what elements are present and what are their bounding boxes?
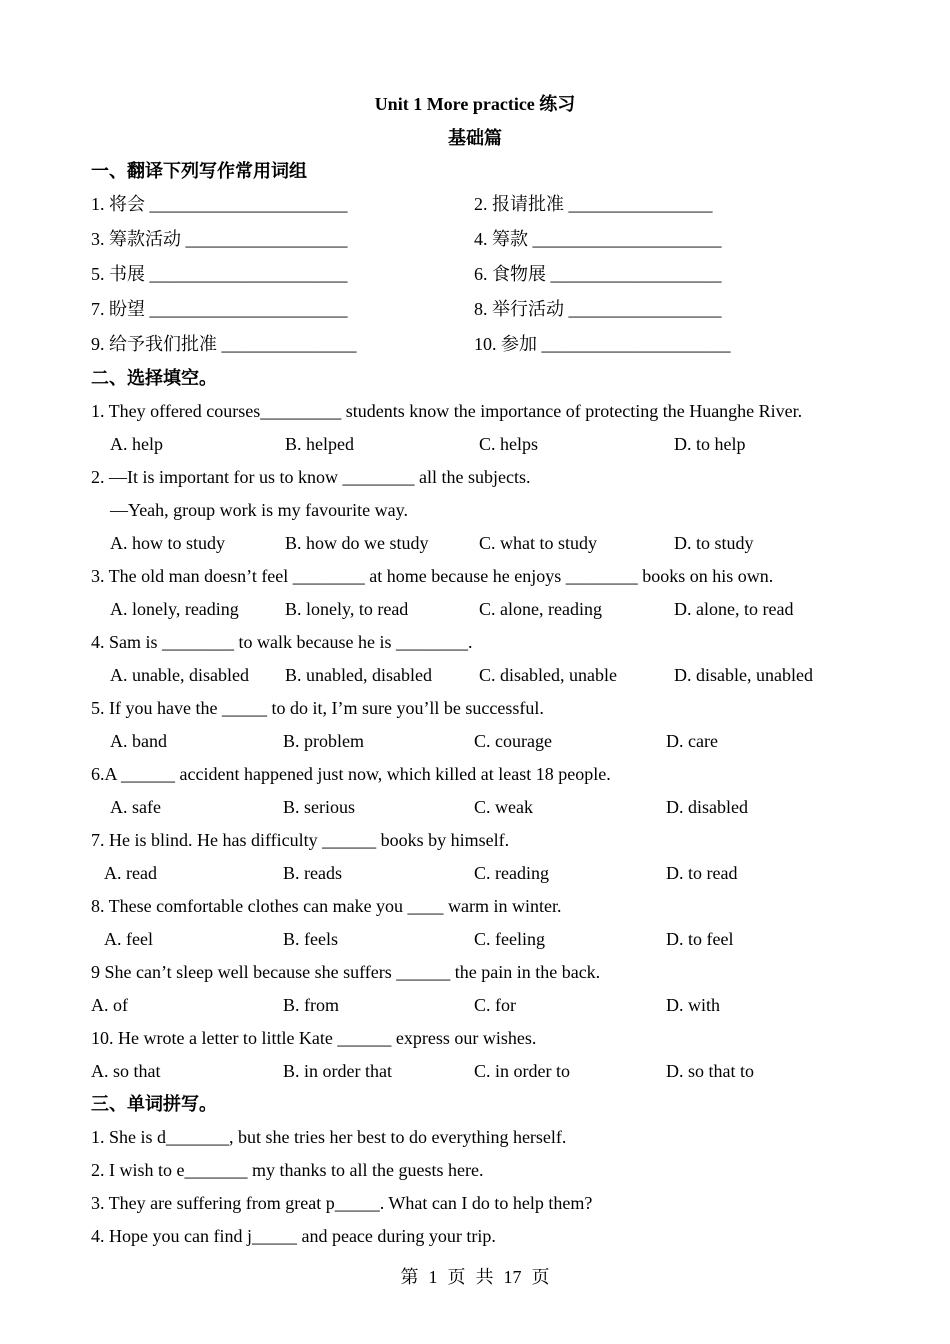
option-b: B. helped [285,434,354,454]
option-a: A. help [110,434,163,454]
option-c: C. disabled, unable [479,665,617,685]
option-d: D. alone, to read [674,599,794,619]
option-b: B. in order that [283,1061,392,1081]
option-c: C. in order to [474,1061,570,1081]
option-a: A. band [110,731,167,751]
option-b: B. problem [283,731,364,751]
option-a: A. feel [104,929,153,949]
option-a: A. so that [91,1061,161,1081]
phrase-item: 1. 将会 ______________________ [91,194,348,214]
spelling-item: 1. She is d_______, but she tries her best to do everything herself. [91,1127,567,1147]
footer-label: 第 [400,1267,419,1287]
question-text: 9 She can’t sleep well because she suffers ______ the pain in the back. [91,962,601,982]
question-text: —Yeah, group work is my favourite way. [110,500,408,520]
phrase-item: 6. 食物展 ___________________ [474,264,722,284]
phrase-item: 2. 报请批准 ________________ [474,194,713,214]
page-total: 17 [503,1267,522,1287]
option-b: B. lonely, to read [285,599,409,619]
page-subtitle: 基础篇 [448,128,502,148]
spelling-item: 3. They are suffering from great p_____. What can I do to help them? [91,1193,593,1213]
phrase-item: 5. 书展 ______________________ [91,264,348,284]
option-d: D. to read [666,863,738,883]
phrase-item: 10. 参加 _____________________ [474,334,731,354]
phrase-item: 9. 给予我们批准 _______________ [91,334,357,354]
phrase-item: 3. 筹款活动 __________________ [91,229,348,249]
option-d: D. disabled [666,797,748,817]
section2-heading: 二、选择填空。 [91,368,217,388]
question-text: 2. —It is important for us to know ________ all the subjects. [91,467,531,487]
phrase-item: 7. 盼望 ______________________ [91,299,348,319]
option-c: C. feeling [474,929,545,949]
option-b: B. reads [283,863,342,883]
question-text: 10. He wrote a letter to little Kate ______ express our wishes. [91,1028,537,1048]
footer-label: 页 [447,1267,466,1287]
footer-label: 共 [475,1267,494,1287]
option-c: C. courage [474,731,552,751]
option-b: B. how do we study [285,533,429,553]
phrase-item: 8. 举行活动 _________________ [474,299,722,319]
option-d: D. to help [674,434,746,454]
option-c: C. what to study [479,533,598,553]
question-text: 1. They offered courses_________ students know the importance of protecting the Huanghe River. [91,401,803,421]
option-d: D. disable, unabled [674,665,813,685]
question-text: 7. He is blind. He has difficulty ______ books by himself. [91,830,510,850]
question-text: 5. If you have the _____ to do it, I’m sure you’ll be successful. [91,698,544,718]
option-b: B. from [283,995,339,1015]
option-b: B. feels [283,929,338,949]
option-b: B. unabled, disabled [285,665,432,685]
option-c: C. reading [474,863,549,883]
option-b: B. serious [283,797,355,817]
option-c: C. alone, reading [479,599,602,619]
option-c: C. helps [479,434,539,454]
option-a: A. safe [110,797,161,817]
option-a: A. how to study [110,533,226,553]
option-a: A. of [91,995,128,1015]
question-text: 4. Sam is ________ to walk because he is ________. [91,632,473,652]
spelling-item: 4. Hope you can find j_____ and peace during your trip. [91,1226,496,1246]
option-d: D. to feel [666,929,734,949]
page-footer [0,1265,950,1289]
question-text: 3. The old man doesn’t feel ________ at home because he enjoys ________ books on his own. [91,566,774,586]
question-text: 8. These comfortable clothes can make you ____ warm in winter. [91,896,562,916]
option-d: D. care [666,731,718,751]
phrase-item: 4. 筹款 _____________________ [474,229,722,249]
option-c: C. weak [474,797,533,817]
option-c: C. for [474,995,516,1015]
section1-heading: 一、翻译下列写作常用词组 [91,161,307,181]
footer-label: 页 [531,1267,550,1287]
option-a: A. lonely, reading [110,599,239,619]
section3-heading: 三、单词拼写。 [91,1094,217,1114]
option-d: D. with [666,995,720,1015]
option-d: D. so that to [666,1061,754,1081]
page-title: Unit 1 More practice 练习 [374,94,576,114]
spelling-item: 2. I wish to e_______ my thanks to all the guests here. [91,1160,484,1180]
option-a: A. unable, disabled [110,665,249,685]
option-d: D. to study [674,533,754,553]
page-number: 1 [428,1267,438,1287]
question-text: 6.A ______ accident happened just now, which killed at least 18 people. [91,764,611,784]
option-a: A. read [104,863,157,883]
